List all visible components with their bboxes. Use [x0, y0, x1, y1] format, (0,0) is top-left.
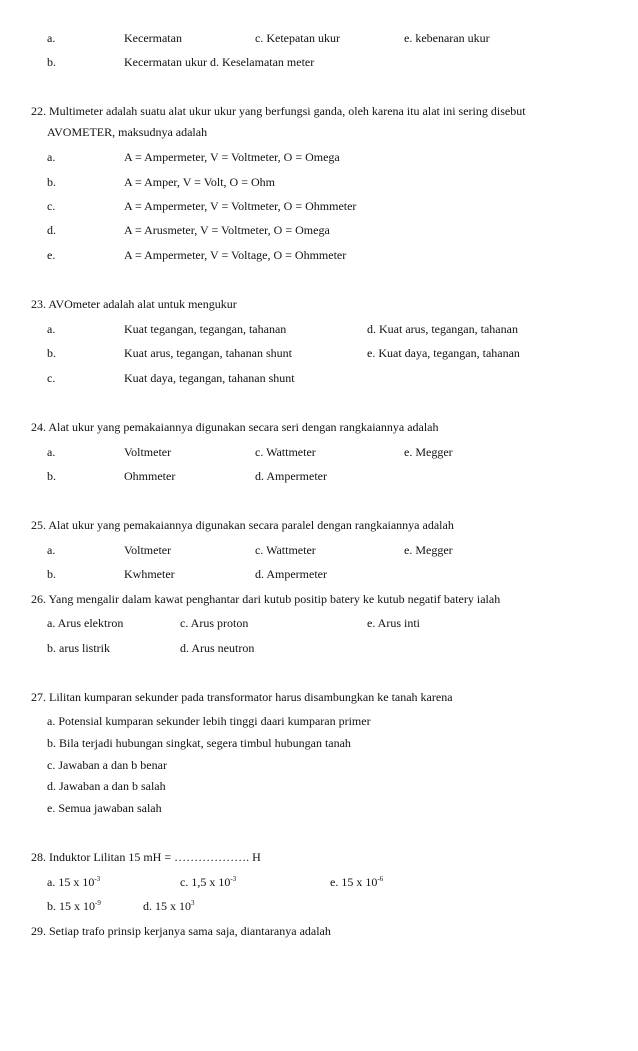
q24-option-b-text: Ohmmeter: [124, 469, 176, 483]
q25-option-d: d. Ampermeter: [255, 567, 327, 581]
q22-option-letter: e.: [47, 248, 56, 262]
q21-option-b-letter: b.: [47, 55, 56, 69]
q28-option-c: [180, 875, 236, 889]
q27-option: a. Potensial kumparan sekunder lebih tinggi daari kumparan primer: [47, 714, 371, 728]
q26-option-e: e. Arus inti: [367, 616, 420, 630]
q22-option-text: A = Ampermeter, V = Voltmeter, O = Omega: [124, 150, 340, 164]
q24-option-b-letter: b.: [47, 469, 56, 483]
q25-option-b-letter: b.: [47, 567, 56, 581]
q28-option-b: [47, 899, 101, 913]
q23-option-b-text: Kuat arus, tegangan, tahanan shunt: [124, 346, 292, 360]
q26-stem: 26. Yang mengalir dalam kawat penghantar dari kutub positip batery ke kutub negatif batery ialah: [31, 592, 501, 606]
q23-stem: 23. AVOmeter adalah alat untuk mengukur: [31, 297, 237, 311]
q24-option-c: c. Wattmeter: [255, 445, 316, 459]
q28-option-d: [143, 899, 195, 913]
q24-stem: 24. Alat ukur yang pemakaiannya digunakan secara seri dengan rangkaiannya adalah: [31, 420, 439, 434]
q28-option-b-base: b. 15 x 10: [47, 899, 95, 913]
q28-option-e-exponent: -6: [377, 875, 384, 883]
q28-option-a: [47, 875, 100, 889]
q26-option-d: d. Arus neutron: [180, 641, 255, 655]
q24-option-d: d. Ampermeter: [255, 469, 327, 483]
q28-option-d-base: d. 15 x 10: [143, 899, 191, 913]
q29-stem: 29. Setiap trafo prinsip kerjanya sama saja, diantaranya adalah: [31, 924, 331, 938]
q22-option-letter: c.: [47, 199, 56, 213]
q23-option-e: e. Kuat daya, tegangan, tahanan: [367, 346, 520, 360]
q28-option-a-exponent: -3: [94, 875, 101, 883]
q25-stem: 25. Alat ukur yang pemakaiannya digunakan secara paralel dengan rangkaiannya adalah: [31, 518, 454, 532]
q28-option-e-base: e. 15 x 10: [330, 875, 378, 889]
q22-stem-line-2: AVOMETER, maksudnya adalah: [47, 125, 208, 139]
q21-option-c: c. Ketepatan ukur: [255, 31, 340, 45]
q28-option-d-exponent: 3: [191, 899, 195, 907]
q22-option-text: A = Amper, V = Volt, O = Ohm: [124, 175, 275, 189]
q28-option-c-exponent: -3: [230, 875, 237, 883]
q26-option-b: b. arus listrik: [47, 641, 110, 655]
q23-option-a-text: Kuat tegangan, tegangan, tahanan: [124, 322, 287, 336]
q27-option: d. Jawaban a dan b salah: [47, 779, 166, 793]
q22-option-letter: d.: [47, 223, 56, 237]
q25-option-a-letter: a.: [47, 543, 56, 557]
q24-option-a-text: Voltmeter: [124, 445, 172, 459]
q22-option-text: A = Arusmeter, V = Voltmeter, O = Omega: [124, 223, 330, 237]
q28-stem: 28. Induktor Lilitan 15 mH = ………………. H: [31, 850, 261, 864]
q21-option-b-text: Kecermatan ukur d. Keselamatan meter: [124, 55, 315, 69]
q28-option-c-base: c. 1,5 x 10: [180, 875, 231, 889]
q27-stem: 27. Lilitan kumparan sekunder pada transformator harus disambungkan ke tanah karena: [31, 690, 453, 704]
q21-option-a-letter: a.: [47, 31, 56, 45]
q24-option-e: e. Megger: [404, 445, 453, 459]
q25-option-e: e. Megger: [404, 543, 453, 557]
q21-option-e: e. kebenaran ukur: [404, 31, 490, 45]
q25-option-a-text: Voltmeter: [124, 543, 172, 557]
q28-option-a-base: a. 15 x 10: [47, 875, 95, 889]
q22-option-letter: a.: [47, 150, 56, 164]
q23-option-a-letter: a.: [47, 322, 56, 336]
q23-option-d: d. Kuat arus, tegangan, tahanan: [367, 322, 518, 336]
q22-option-letter: b.: [47, 175, 56, 189]
q25-option-b-text: Kwhmeter: [124, 567, 175, 581]
q27-option: c. Jawaban a dan b benar: [47, 758, 167, 772]
q26-option-c: c. Arus proton: [180, 616, 249, 630]
q25-option-c: c. Wattmeter: [255, 543, 316, 557]
q27-option: e. Semua jawaban salah: [47, 801, 162, 815]
q23-option-c-text: Kuat daya, tegangan, tahanan shunt: [124, 371, 295, 385]
q22-option-text: A = Ampermeter, V = Voltage, O = Ohmmeter: [124, 248, 347, 262]
q22-stem-line-1: 22. Multimeter adalah suatu alat ukur ukur yang berfungsi ganda, oleh karena itu alat ini sering disebut: [31, 104, 526, 118]
q23-option-c-letter: c.: [47, 371, 56, 385]
q28-option-b-exponent: -9: [95, 899, 101, 907]
q22-option-text: A = Ampermeter, V = Voltmeter, O = Ohmmeter: [124, 199, 357, 213]
q27-option: b. Bila terjadi hubungan singkat, segera timbul hubungan tanah: [47, 736, 351, 750]
q21-option-a-text: Kecermatan: [124, 31, 182, 45]
q23-option-b-letter: b.: [47, 346, 56, 360]
q28-option-e: [330, 875, 383, 889]
q24-option-a-letter: a.: [47, 445, 56, 459]
q26-option-a: a. Arus elektron: [47, 616, 124, 630]
